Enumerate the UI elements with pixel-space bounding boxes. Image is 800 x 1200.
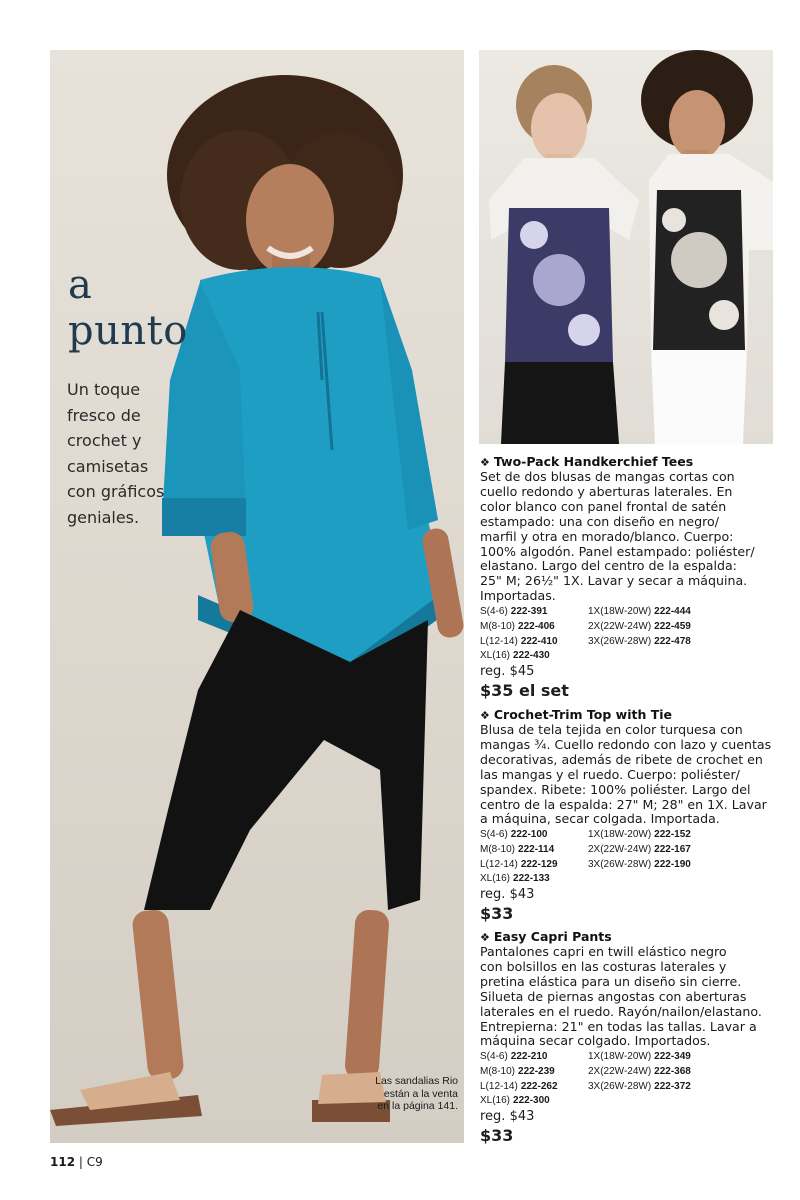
size-sku-list [480, 828, 775, 887]
size-sku-item [480, 858, 588, 873]
regular-price: reg. $45 [480, 663, 535, 679]
product-name-text: Two-Pack Handkerchief Tees [493, 454, 694, 469]
sku-number: 222-410 [520, 635, 558, 647]
description-line: máquina secar colgado. Importados. [480, 1033, 711, 1049]
size-sku-item [480, 620, 588, 635]
product-name [480, 707, 775, 723]
description-line: mangas ¾. Cuello redondo con lazo y cuentas [480, 736, 772, 752]
regular-price: reg. $43 [480, 887, 535, 903]
size-label: 1X(18W-20W) [588, 829, 652, 841]
size-label: L(12-14) [480, 858, 518, 870]
folio-separator: | [78, 1155, 83, 1169]
size-sku-item [480, 872, 588, 887]
size-label: S(4-6) [480, 606, 508, 618]
size-sku-item [588, 828, 748, 843]
size-sku-item [588, 1080, 748, 1095]
callout-line: Las sandalias Rio [375, 1075, 458, 1087]
sku-number: 222-133 [513, 873, 550, 885]
description-line: Pantalones capri en twill elástico negro [480, 944, 727, 959]
sku-number: 222-262 [520, 1080, 558, 1092]
description-line: color blanco con panel frontal de satén [480, 498, 727, 514]
sandal-callout [372, 1075, 458, 1113]
size-label: 3X(26W-28W) [588, 1080, 652, 1092]
callout-line: en la página 141. [377, 1100, 458, 1112]
size-label: 2X(22W-24W) [588, 620, 652, 632]
size-label: XL(16) [480, 650, 511, 662]
description-line: Importadas. [480, 588, 556, 604]
size-label: XL(16) [480, 873, 511, 885]
size-sku-item [480, 1080, 588, 1095]
size-sku-item [588, 1065, 748, 1080]
size-label: S(4-6) [480, 1051, 508, 1063]
regular-price: reg. $43 [480, 1109, 535, 1125]
description-line: cuello redondo y aberturas laterales. En [480, 483, 733, 499]
size-label: 2X(22W-24W) [588, 844, 652, 856]
size-label: 2X(22W-24W) [588, 1066, 652, 1078]
description-line: 25" M; 26½" 1X. Lavar y secar a máquina. [480, 573, 748, 589]
sku-number: 222-239 [518, 1066, 555, 1078]
sale-price: $33 [480, 1126, 514, 1146]
product-block-capri-pants [480, 929, 775, 1147]
description-line: las mangas y el ruedo. Cuerpo: poliéster/ [480, 766, 740, 782]
description-line: con bolsillos en las costuras laterales y [480, 958, 727, 974]
size-label: XL(16) [480, 1095, 511, 1107]
size-sku-item [480, 1065, 588, 1080]
size-sku-item [588, 858, 748, 873]
diamond-bullet-icon: ❖ [480, 709, 490, 722]
description-line: 100% algodón. Panel estampado: poliéster/ [480, 543, 755, 559]
size-sku-item [588, 605, 748, 620]
size-label: L(12-14) [480, 635, 518, 647]
description-line: decorativas, además de ribete de crochet en [480, 751, 763, 767]
product-name-text: Easy Capri Pants [493, 929, 612, 944]
sku-number: 222-406 [518, 620, 555, 632]
subhead-line: fresco de [67, 405, 141, 425]
size-sku-item [588, 1050, 748, 1065]
sale-price: $33 [480, 904, 514, 924]
description-line: laterales en el ruedo. Rayón/nailon/elastano. [480, 1003, 762, 1019]
size-label: M(8-10) [480, 844, 516, 856]
product-name [480, 454, 775, 470]
product-description [480, 945, 775, 1049]
catalog-code: C9 [86, 1155, 103, 1169]
page-folio [50, 1155, 103, 1169]
size-sku-item [480, 1094, 588, 1109]
description-line: pretina elástica para un diseño sin cierre. [480, 973, 742, 989]
diamond-bullet-icon: ❖ [480, 456, 490, 469]
sku-number: 222-114 [518, 844, 555, 856]
description-line: Set de dos blusas de mangas cortas con [480, 469, 735, 484]
description-line: Silueta de piernas angostas con aberturas [480, 988, 747, 1004]
sku-number: 222-459 [654, 620, 691, 632]
headline-line-1: a [68, 262, 93, 308]
headline-line-2: punto [68, 308, 188, 354]
sku-number: 222-190 [654, 858, 691, 870]
size-sku-item [480, 828, 588, 843]
sku-number: 222-391 [510, 606, 548, 618]
subhead-line: geniales. [67, 507, 140, 527]
size-sku-item [588, 620, 748, 635]
page-number: 112 [50, 1155, 76, 1169]
sku-number: 222-210 [510, 1051, 548, 1063]
size-label: 3X(26W-28W) [588, 635, 652, 647]
diamond-bullet-icon: ❖ [480, 931, 490, 944]
sku-number: 222-349 [654, 1051, 691, 1063]
description-line: spandex. Ribete: 100% poliéster. Largo del [480, 781, 751, 797]
page-headline [68, 262, 188, 354]
two-models-handkerchief-tees-illustration [479, 50, 773, 444]
subhead-line: Un toque [67, 380, 141, 399]
description-line: centro de la espalda: 27" M; 28" en 1X. Lavar [480, 796, 767, 812]
size-sku-item [480, 605, 588, 620]
product-description [480, 470, 775, 604]
subheadline [67, 377, 177, 531]
size-label: M(8-10) [480, 620, 516, 632]
size-sku-item [588, 843, 748, 858]
model-turquoise-top-illustration [50, 50, 464, 1143]
callout-line: están a la venta [383, 1087, 458, 1100]
size-sku-item [480, 843, 588, 858]
size-sku-item [480, 1050, 588, 1065]
sku-number: 222-368 [654, 1066, 691, 1078]
sku-number: 222-372 [654, 1080, 691, 1092]
hero-photo [50, 50, 464, 1143]
sku-number: 222-152 [654, 829, 691, 841]
description-line: elastano. Largo del centro de la espalda: [480, 558, 737, 574]
size-sku-item [480, 649, 588, 664]
subhead-line: crochet y [67, 431, 142, 451]
sale-price: $35 el set [480, 680, 569, 700]
tees-photo [479, 50, 773, 444]
subhead-line: camisetas [67, 456, 149, 476]
size-sku-item [588, 635, 748, 650]
size-label: L(12-14) [480, 1080, 518, 1092]
product-block-crochet-top [480, 707, 775, 925]
subhead-line: con gráficos [67, 482, 165, 502]
description-line: marfil y otra en morado/blanco. Cuerpo: [480, 528, 734, 544]
size-label: 3X(26W-28W) [588, 858, 652, 870]
sku-number: 222-478 [654, 635, 691, 647]
product-description [480, 723, 775, 827]
size-sku-list [480, 1050, 775, 1109]
sku-number: 222-167 [654, 844, 691, 856]
sku-number: 222-129 [520, 858, 558, 870]
product-block-tees [480, 454, 775, 702]
description-line: estampado: una con diseño en negro/ [480, 513, 719, 529]
description-line: Entrepierna: 21" en todas las tallas. Lavar a [480, 1018, 757, 1034]
sku-number: 222-100 [510, 829, 548, 841]
size-label: S(4-6) [480, 829, 508, 841]
sku-number: 222-430 [513, 650, 550, 662]
size-label: 1X(18W-20W) [588, 606, 652, 618]
sku-number: 222-300 [513, 1095, 550, 1107]
size-sku-item [480, 635, 588, 650]
description-line: a máquina, secar colgada. Importada. [480, 811, 720, 827]
description-line: Blusa de tela tejida en color turquesa con [480, 722, 743, 737]
product-name-text: Crochet-Trim Top with Tie [493, 707, 672, 722]
size-label: 1X(18W-20W) [588, 1051, 652, 1063]
size-label: M(8-10) [480, 1066, 516, 1078]
size-sku-list [480, 605, 775, 664]
product-name [480, 929, 775, 945]
sku-number: 222-444 [654, 606, 691, 618]
